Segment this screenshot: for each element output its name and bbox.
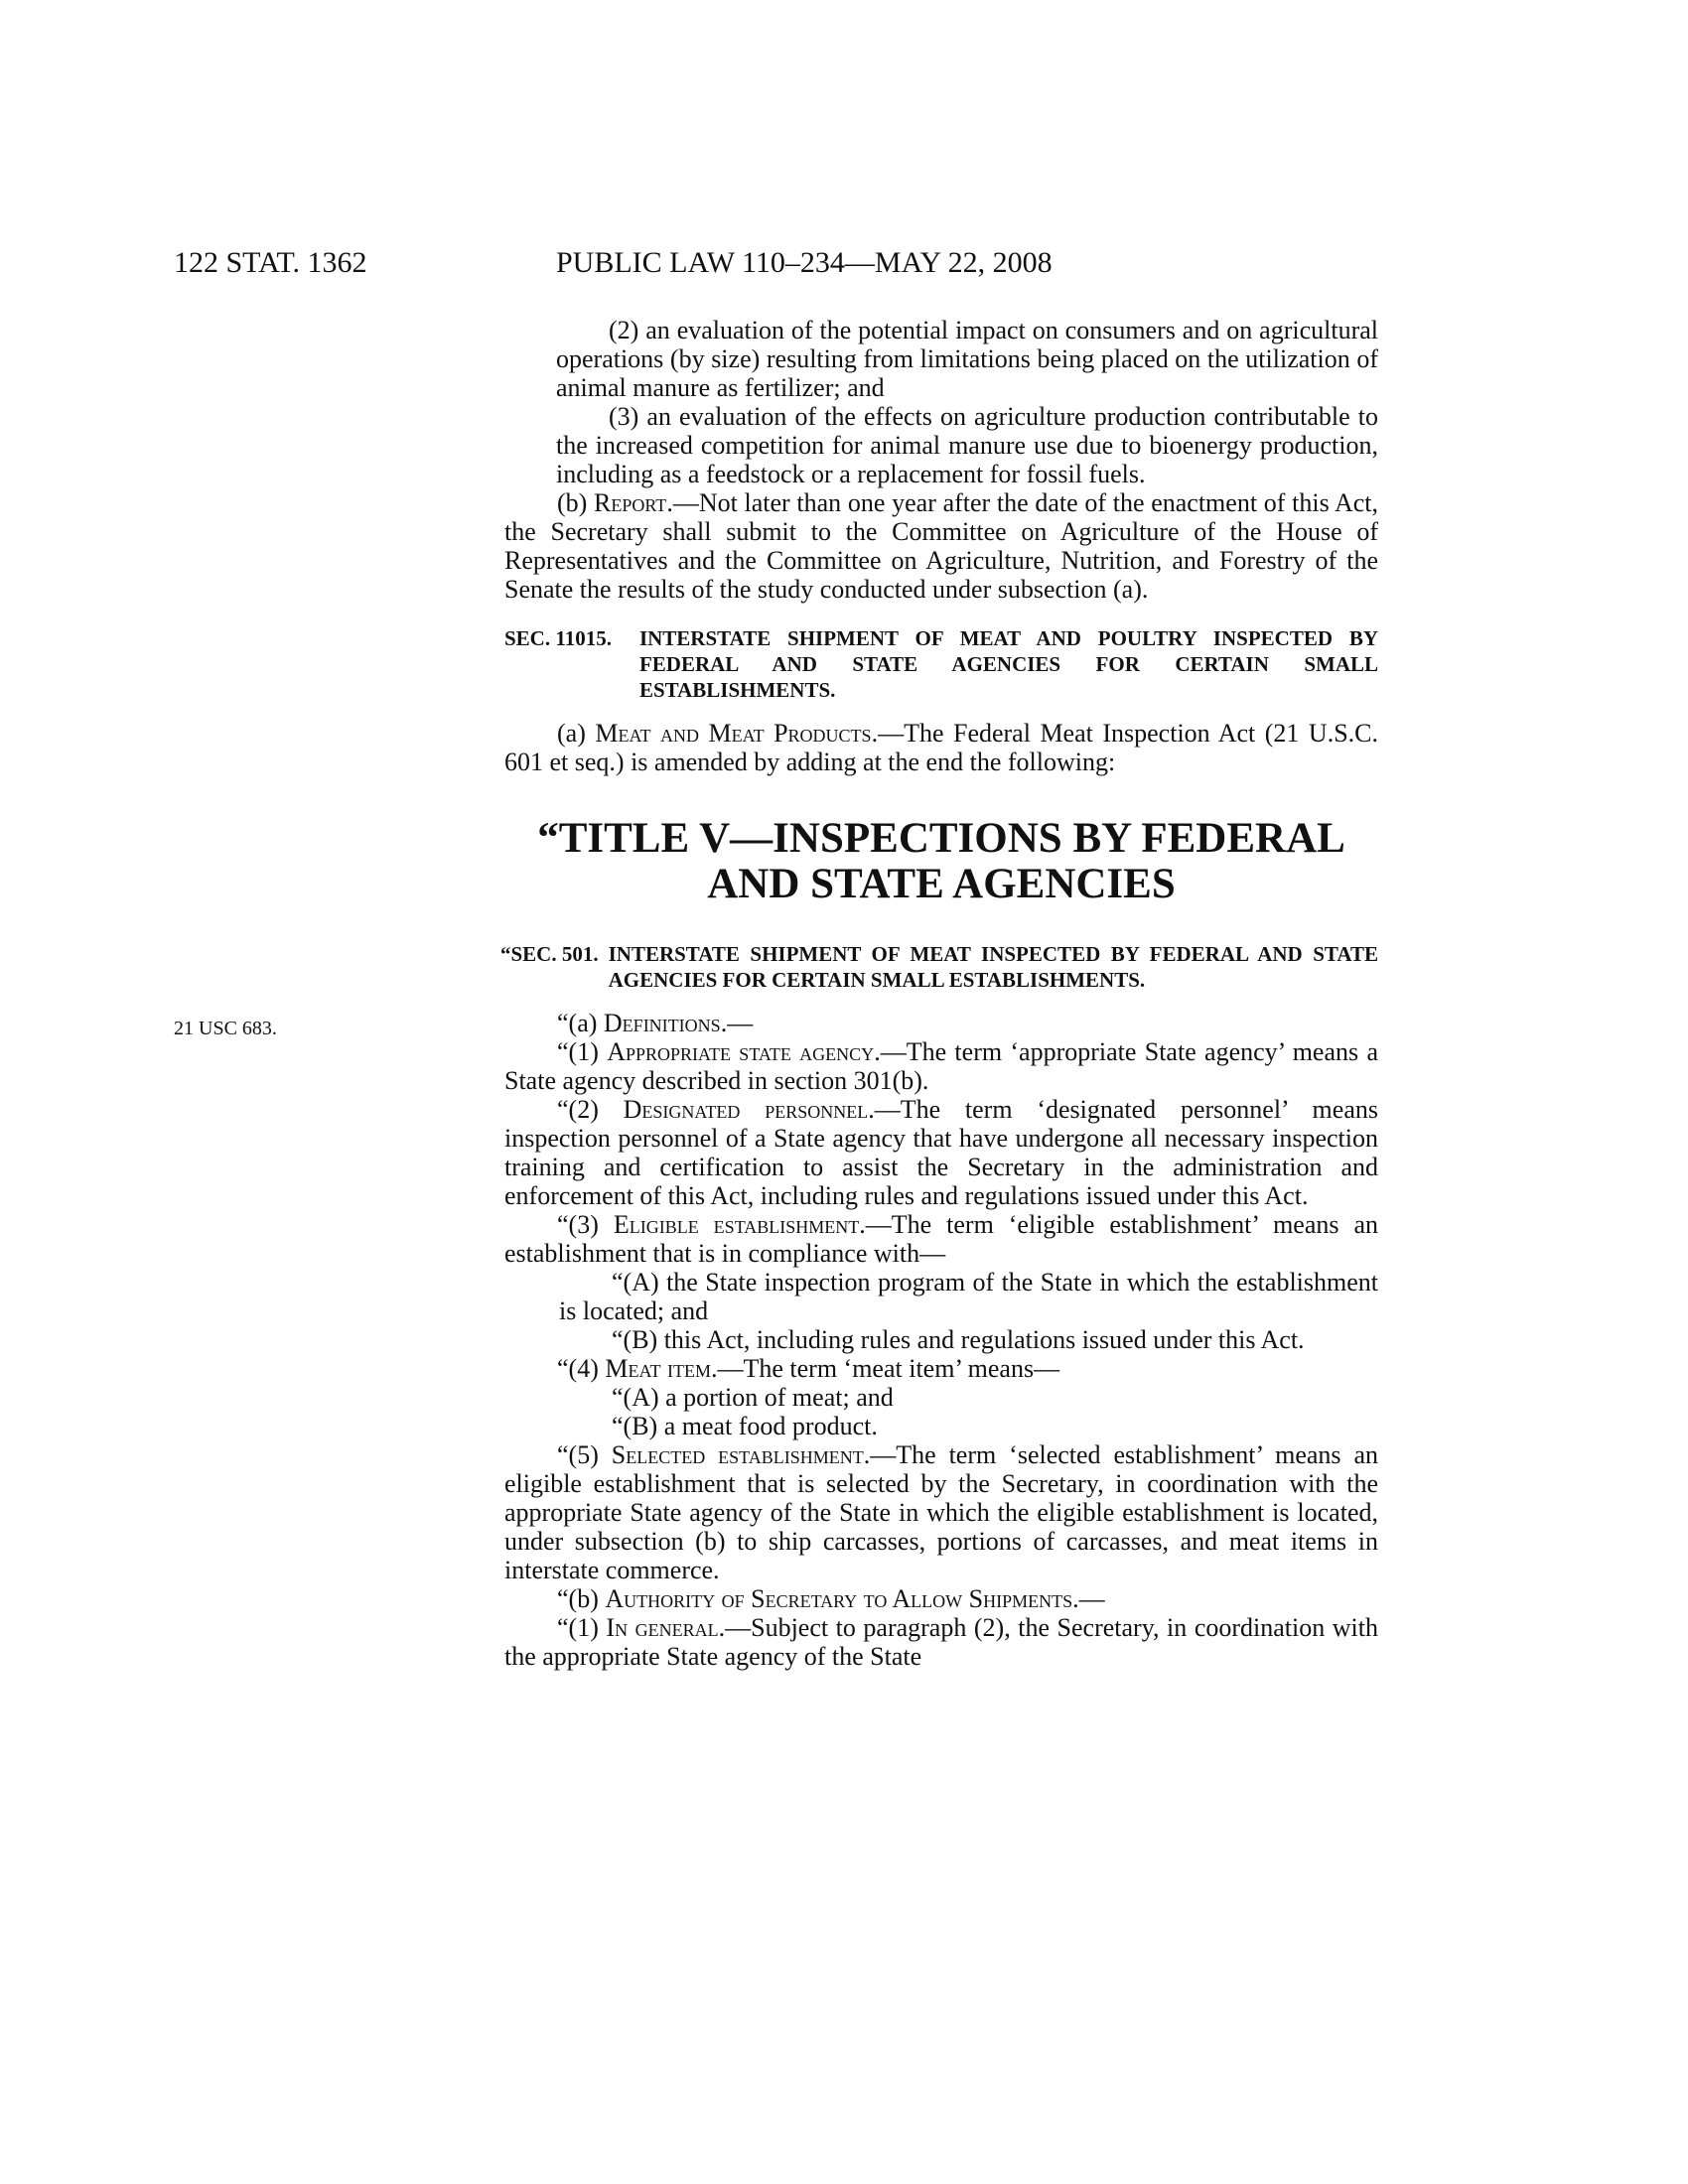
definition-3-item-a: “(A) the State inspection program of the State in which the establishment is located; and <box>559 1268 1378 1325</box>
title-v-line-2: AND STATE AGENCIES <box>707 861 1176 907</box>
section-title: INTERSTATE SHIPMENT OF MEAT AND POULTRY INSPECTED BY FEDERAL AND STATE AGENCIES FOR CERTAIN SMALL ESTABLISHMENTS. <box>638 626 1378 702</box>
definition-4-item-b: “(B) a meat food product. <box>612 1412 878 1440</box>
subsection-b-paragraph-1 <box>504 1613 1378 1671</box>
title-v-heading <box>504 816 1378 907</box>
subsection-a-meat-products: (a) Meat and Meat Products.—The Federal Meat Inspection Act (21 U.S.C. 601 et seq.) is amended by adding at the end the following: <box>504 719 1379 776</box>
usc-margin-note: 21 USC 683. <box>174 1018 277 1039</box>
definition-2: “(2) Designated personnel.—The term ‘designated personnel’ means inspection personnel of a State agency that have undergone all necessary inspection training and certification to assist the Secretary in the administration and enforcement of this Act, including rules and regulations issued under this Act. <box>504 1095 1378 1210</box>
definition-4-subitems <box>504 1383 1378 1440</box>
definition-4: “(4) Meat item.—The term ‘meat item’ means— <box>557 1354 1060 1383</box>
subsection-a-definitions: “(a) Definitions.— <box>557 1009 754 1037</box>
study-item-3: (3) an evaluation of the effects on agriculture production contributable to the increased competition for animal manure use due to bioenergy production, including as a feedstock or a replacement for fossil fuels. <box>556 402 1378 488</box>
title-v-line-1: “TITLE V—INSPECTIONS BY FEDERAL <box>537 815 1345 862</box>
report-paragraph: (b) Report.—Not later than one year after the date of the enactment of this Act, the Secretary shall submit to the Committee on Agriculture of the House of Representatives and the Committee on Agriculture, Nutrition, and Forestry of the Senate the results of the study conducted under subsection (a). <box>504 488 1378 604</box>
in-general-paragraph: “(1) In general.—Subject to paragraph (2), the Secretary, in coordination with the appropriate State agency of the State <box>504 1613 1379 1671</box>
page-body <box>500 316 1379 1671</box>
subsection-b-authority: “(b) Authority of Secretary to Allow Shipments.— <box>557 1584 1105 1613</box>
definition-5-block <box>504 1440 1378 1584</box>
definition-3-subitems <box>504 1268 1378 1354</box>
definitions-list <box>504 1037 1378 1268</box>
definition-4-item-a: “(A) a portion of meat; and <box>612 1383 894 1412</box>
definition-3-item-b: “(B) this Act, including rules and regulations issued under this Act. <box>612 1325 1305 1354</box>
study-item-2: (2) an evaluation of the potential impact on consumers and on agricultural operations (by size) resulting from limitations being placed on the utilization of animal manure as fertilizer; and <box>556 316 1378 402</box>
definition-3: “(3) Eligible establishment.—The term ‘eligible establishment’ means an establishment that is in compliance with— <box>504 1210 1379 1268</box>
definition-4-block <box>504 1354 1378 1383</box>
section-501-heading <box>500 941 1378 993</box>
section-label: SEC. 11015. <box>504 626 612 650</box>
stat-page-number: 122 STAT. 1362 <box>174 246 367 279</box>
section-label: “SEC. 501. <box>500 942 599 966</box>
study-items <box>504 316 1378 488</box>
section-11015-heading <box>504 625 1378 703</box>
definition-1: “(1) Appropriate state agency.—The term ‘appropriate State agency’ means a State agency described in section 301(b). <box>504 1037 1378 1095</box>
section-title: INTERSTATE SHIPMENT OF MEAT INSPECTED BY FEDERAL AND STATE AGENCIES FOR CERTAIN SMALL ESTABLISHMENTS. <box>608 942 1378 992</box>
definition-5: “(5) Selected establishment.—The term ‘selected establishment’ means an eligible establishment that is selected by the Secretary, in coordination with the appropriate State agency of the State in which the eligible establishment is located, under subsection (b) to ship carcasses, portions of carcasses, and meat items in interstate commerce. <box>504 1440 1379 1584</box>
running-head: PUBLIC LAW 110–234—MAY 22, 2008 <box>556 246 1053 279</box>
